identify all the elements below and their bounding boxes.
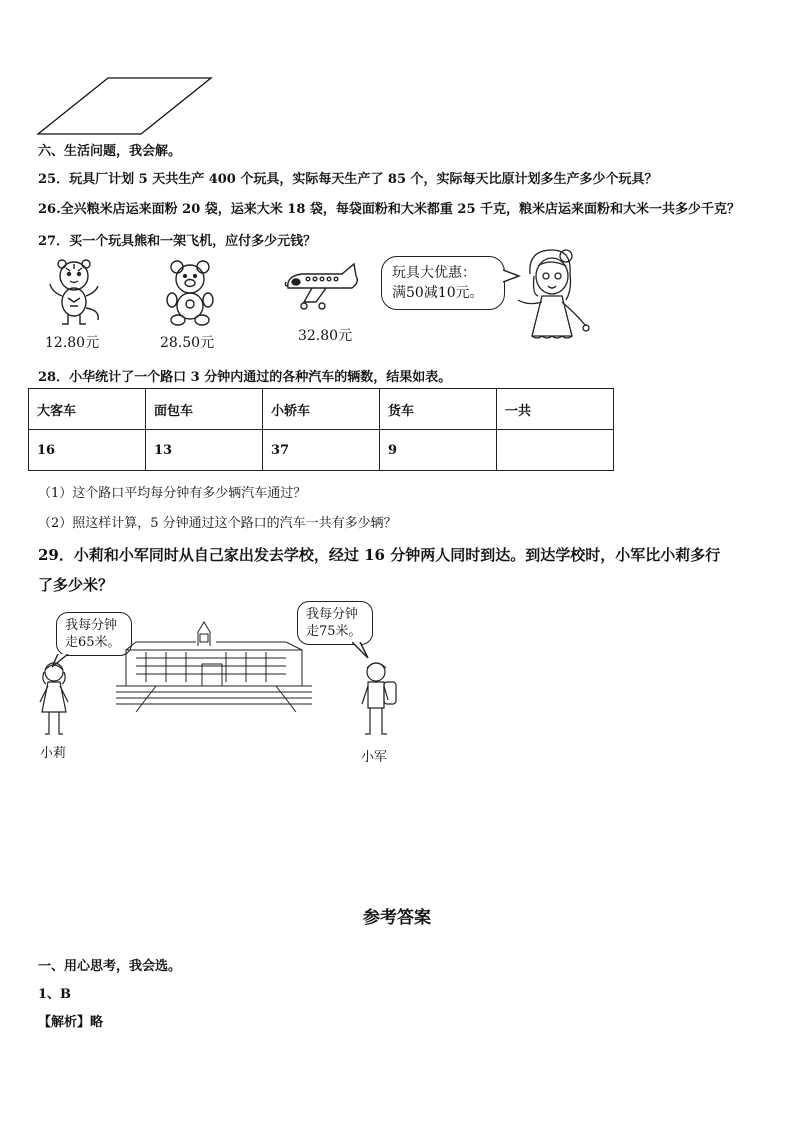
question-26: 26.全兴粮米店运来面粉 20 袋，运来大米 18 袋，每袋面粉和大米都重 25 千克，粮米店运来面粉和大米一共多少千克？ [38, 202, 741, 217]
girl-illustration [510, 244, 594, 344]
table-value-row [29, 430, 614, 471]
promo-line-1: 玩具大优惠： [392, 265, 476, 281]
promo-line-2: 满50减10元。 [392, 285, 484, 301]
question-28-part-2: （2）照这样计算，5 分钟通过这个路口的汽车一共有多少辆？ [38, 516, 397, 531]
question-29-line-2: 了多少米？ [38, 576, 114, 594]
parallelogram-figure [36, 72, 216, 138]
answers-heading: 参考答案 [363, 908, 431, 928]
xiaoli-bubble-line-1: 我每分钟 [65, 618, 118, 633]
table-header-cell: 一共 [497, 389, 614, 430]
price-tiger: 12.80元 [45, 335, 100, 351]
answer-analysis: 【解析】略 [38, 1015, 104, 1030]
answer-item-1: 1、B [38, 987, 72, 1002]
xiaojun-bubble-line-2: 走75米。 [306, 624, 362, 639]
table-value-cell: 13 [146, 430, 263, 471]
answers-section-1: 一、用心思考，我会选。 [38, 959, 182, 974]
table-value-cell: 9 [380, 430, 497, 471]
xiaoli-figure [34, 660, 74, 742]
question-27: 27．买一个玩具熊和一架飞机，应付多少元钱？ [38, 234, 317, 249]
price-airplane: 32.80元 [298, 328, 353, 344]
xiaojun-bubble-line-1: 我每分钟 [306, 607, 359, 622]
price-bear: 28.50元 [160, 335, 215, 351]
promo-speech-bubble [381, 256, 505, 310]
table-header-cell: 面包车 [146, 389, 263, 430]
table-value-cell: 37 [263, 430, 380, 471]
toy-airplane-illustration [282, 262, 360, 312]
xiaojun-name: 小军 [361, 750, 388, 765]
xiaojun-figure [356, 660, 400, 742]
toy-tiger-illustration [44, 256, 104, 328]
table-header-cell: 小轿车 [263, 389, 380, 430]
xiaojun-bubble-pointer [352, 642, 372, 660]
question-28: 28．小华统计了一个路口 3 分钟内通过的各种汽车的辆数，结果如表。 [38, 370, 452, 385]
question-28-part-1: （1）这个路口平均每分钟有多少辆汽车通过？ [38, 486, 307, 501]
table-header-cell: 大客车 [29, 389, 146, 430]
question-29-line-1: 29．小莉和小军同时从自己家出发去学校，经过 16 分钟两人同时到达。到达学校时，小军比小莉多行 [38, 546, 721, 564]
section-6-title: 六、生活问题，我会解。 [38, 144, 182, 159]
table-value-cell: 16 [29, 430, 146, 471]
table-header-cell: 货车 [380, 389, 497, 430]
school-building-illustration [116, 620, 316, 716]
xiaoli-name: 小莉 [40, 746, 67, 761]
question-25: 25．玩具厂计划 5 天共生产 400 个玩具，实际每天生产了 85 个，实际每天比原计划多生产多少个玩具？ [38, 172, 658, 187]
table-header-row [29, 389, 614, 430]
table-value-cell [497, 430, 614, 471]
toy-bear-illustration [160, 258, 220, 328]
vehicle-count-table [28, 388, 614, 471]
xiaoli-bubble-line-2: 走65米。 [65, 635, 121, 650]
